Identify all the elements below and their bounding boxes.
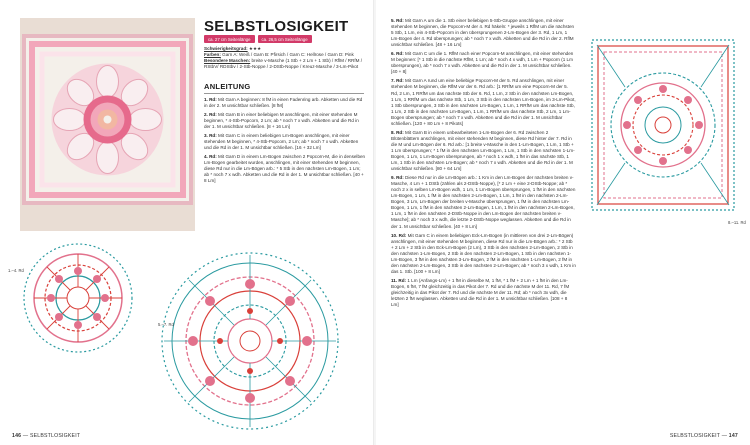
round-step: 10. Rd: Mit Garn C in einem beliebigen Eck-Lm-Bogen (in mittleren von drei 2-Lm-Bögen) anschlingen, mit einer stehenden M beginnen, diese Rd nur in die Lm-Bögen arb.: * 2 Stb + 2 Lm + 2 Stb in den Eck-Lm-Bogen (2 Lm), 3 Stb in den nächsten 2-Lm-Bogen, 2 Stb in den nächsten 1-Lm-Bogen, 2 Stb in den nächsten 2-Lm-Bogen, 1 Stb in den nächsten 1-Lm-Bogen, 3 fM in den nächsten 3-Lm-Bogen, 2 fM in den nächsten 1-Lm-Bogen, 2 fM in den nächsten 2-Lm-Bogen, 3 Stb in den nächsten 2-Lm-Bogen; ab * noch 3 x wdh, 1 Km in das 1. Stb. [100 + 8 Lm] xyxy=(391,232,576,274)
crochet-square-illustration xyxy=(20,18,195,231)
round-step: 1. Rd: Mit Garn A beginnen: 8 fM in einen Fadenring arb. Abketten und die Rd in der 2. M unsichtbar schließen. [8 fM] xyxy=(204,97,363,108)
chart-rounds-8-11 xyxy=(588,30,738,225)
page-number-left: 146 xyxy=(12,433,22,439)
page-number-right: 147 xyxy=(728,433,738,439)
size-pill-2: ca. 26,5 cm Seitenlänge xyxy=(258,35,312,43)
pattern-title: SELBSTLOSIGKEIT xyxy=(204,18,349,35)
crochet-square-photo xyxy=(20,18,195,231)
special-value: breite v-Masche (1 Stb + 2 Lm + 1 Stb) / RflM / RRfM / RStbV/ RDStbv / 2-Stb-Noppe / 2-DStb-Noppe / Kreuz-Masche / 3-Lm-Pikot xyxy=(204,58,363,69)
footer-title-right: SELBSTLOSIGKEIT xyxy=(669,433,721,439)
size-pill-1: ca. 27 cm Seitenlänge xyxy=(204,35,255,43)
difficulty-value: ★★★ xyxy=(247,46,262,51)
round-step: 6. Rd: Mit Garn C um die 1. RflM nach einer Popcorn-M anschlingen, mit einer stehenden M beginnen: [* 1 Stb in die nächste RflM, 1 Lm; ab * noch 4 x wdh, 1 Lm + Popcorn (1 Lm übersprungen), ab * noch 7 x wdh. Abketten und die Rd in der 1. M unsichtbar schließen. [40 + 8] xyxy=(391,51,574,75)
round-step: 8. Rd: Mit Garn B in einem unbearbeiteten 1-Lm-Bogen der 6. Rd zwischen 2 Blütenblättern anschlingen, mit einer stehenden M beginnen, diese Rd hinter der 7. Rd in die M und Lm-Bögen der 6. Rd arb.: [1 breite v-Masche in den 1-Lm-Bogen, 1 Lm, 1 Stb + 1 Lm übersprungen; * 1 fM in den nächsten Lm-Bogen, 1 Lm, 1 Stb in den nächsten 1-Lm-Bogen, 1 Lm, 1 Lm-Bogen übersprungen, ab * noch 1 x wdh, 1 fM in das nächste Stb, 1 Lm, 1 Stb in den nächsten Lm-Bogen; ab * noch 7 x wdh. Abketten und die Rd in der 1. M unsichtbar schließen. [80 + 64 Lm] xyxy=(391,129,575,172)
chart-label-1-4: 1.–4. Rd xyxy=(8,268,24,273)
difficulty-label: Schwierigkeitsgrad: xyxy=(204,46,248,51)
round-step: 5. Rd: Mit Garn A um die 1. Stb einer beliebigen 5-Stb-Gruppe anschlingen, mit einer stehenden M beginnen, die Popcorn-M der 4. Rd häkeln: * jeweils 1 RflM um die nächsten 5 Stb, 1 Lm, ein 4-Stb-Popcorn in den übersprungenen 2-Lm-Bogen der 3. Rd, 1 Lm, 1 Lm-Bogen der 4. Rd übersprungen; ab * noch 7 x wdh. Abketten und die Rd in der 2. RflM unsichtbar schließen. [48 + 16 Lm] xyxy=(391,18,575,48)
round-step: 11. Rd: 1 Lm (Anfangs-Lm) + 1 fM in dieselbe M, 1 fM, * 1 fM + 2 Lm + 1 fM in den Lm-Bogen, 6 fM, 7 fM gleichzeitig in das Pikot der 7. Rd und die nächste M der 11. Rd, 7 fM gleichzeitig in das Pikot der 7. Rd und die nächste M der 11. Rd; ab * noch 3x wdh, die letzten 2 fM weglassen. Abketten und die Rd in der 1. M unsichtbar schließen. [108 + 8 Lm] xyxy=(391,277,570,308)
special-label: Besondere Maschen: xyxy=(204,58,251,63)
round-step: 4. Rd: Mit Garn D in einem Lm-Bogen zwischen 2 Popcorn-M, die in denselben Lm-Bogen gearbeitet wurden, anschlingen, mit einer stehenden M beginnen, diese Rd nur in die Lm-Bögen arb.: * 5 Stb in den nächsten Lm-Bogen, 1 Lm; ab * noch 7 x wdh. Abketten und die Rd in der 1. M unsichtbar schließen. [40 + 8 Lm] xyxy=(204,154,366,183)
crochet-chart-small xyxy=(18,238,138,358)
chart-label-5-7: 5.–7. Rd xyxy=(158,322,174,327)
round-step: 2. Rd: Mit Garn B in einer beliebigen M anschlingen, mit einer stehenden M beginnen, * 4-Stb-Popcorn, 2 Lm; ab * noch 7 x wdh. Abketten und die Rd in der 1. M unsichtbar schließen. [8 + 16 Lm] xyxy=(204,112,359,129)
section-heading: ANLEITUNG xyxy=(204,82,251,91)
footer-title-left: SELBSTLOSIGKEIT xyxy=(29,433,81,439)
left-footer xyxy=(12,433,80,439)
round-step: 3. Rd: Mit Garn C in einem beliebigen Lm-Bogen anschlingen, mit einer stehenden M beginnen, * 4-Stb-Popcorn, 2 Lm; ab * noch 7 x wdh. Abketten und die Rd in der 1. M unsichtbar schließen. [16 + 32 Lm] xyxy=(204,133,359,150)
chart-label-8-11: 8.–11. Rd xyxy=(728,220,746,225)
pattern-meta xyxy=(204,46,364,70)
instructions-right xyxy=(391,18,576,311)
crochet-chart-large xyxy=(148,250,353,432)
round-step: 9. Rd: Diese Rd nur in die Lm-Bögen arb.: 1 Km in den Lm-Bogen der nächsten breiten v-Masche, 4 Lm + 1 DStb (zählen als 2-DStb-Noppe), [* 2 Lm + eine 2-DStb-Noppe; ab * noch 2 x in selben Lm-Bogen wdh, 1 Lm, 1 Lm-Bogen übersprungen, 1 fM in den nächsten Lm-Bogen, 1 Lm, 1 fM in den nächsten 2-Lm-Bogen, 1 Lm, 1 fM in den nächsten 2-Lm-Bogen, 3 Lm, Lm-Bogen der breiten v-Masche übersprungen, 1 fM in den nächsten Lm-Bogen, 1 Lm, 1 fM in den nächsten 2-Lm-Bogen, 1 Lm, 1 fM in den nächsten 2-Lm-Bogen, 1 Lm, 1 fM in den nächsten 2-DStb-Noppe in den Lm-Bogen der nächsten breiten v-Masche]; ab * noch 3 x wdh, die letzte 2-DStb-Noppe weglassen. Abketten und die Rd in der 1. M unsichtbar schließen. [40 + 8 Lm] xyxy=(391,175,576,229)
footer-separator-left: — xyxy=(21,433,30,439)
crochet-chart-square xyxy=(588,30,738,220)
special-stitches-line xyxy=(204,58,364,70)
footer-separator-right: — xyxy=(720,433,729,439)
left-page xyxy=(0,0,374,445)
chart-rounds-5-7 xyxy=(148,250,353,437)
instructions-left xyxy=(204,97,366,187)
round-step: 7. Rd: Mit Garn A rund um eine beliebige Popcorn-M der 5. Rd anschlingen, mit einer stehenden M beginnen, die RflM vor der 6. Rd arb.: [1 RRfM um eine Popcorn-M der 5. Rd, 2 Lm, 1 RRfM um das nächste Stb der 6. Rd, 1 Lm, 2 Stb in den nächsten Lm-Bogen, 1 Lm, 1 RRfM um das nächste Stb, 1 Lm, 3 Stb in den nächsten Lm-Bogen, im 3-Lm-Pikot, 1 Stb übersprungen, 3 Stb in den nächsten Lm-Bogen, 1 Lm, 1 RRfM um das nächste Stb, 1 Lm, 2 Stb in den nächsten Lm-Bogen, 1 Lm, 1 RRfM um das nächste Stb, 2 Lm, 1 Lm-Bogen übersprungen; ab * noch 7 x wdh. Abketten und die Rd in der 1. M unsichtbar schließen. [120 + 80 Lm + 8 Pikots] xyxy=(391,78,576,126)
right-footer xyxy=(670,433,738,439)
section-divider xyxy=(204,93,364,94)
colors-value: Garn A: Weiß / Garn B: Pfirsich / Garn C: Hellrose / Garn D: Pink xyxy=(220,52,354,57)
size-pills xyxy=(204,35,312,43)
chart-rounds-1-4 xyxy=(18,238,138,363)
colors-label: Farben: xyxy=(204,52,221,57)
